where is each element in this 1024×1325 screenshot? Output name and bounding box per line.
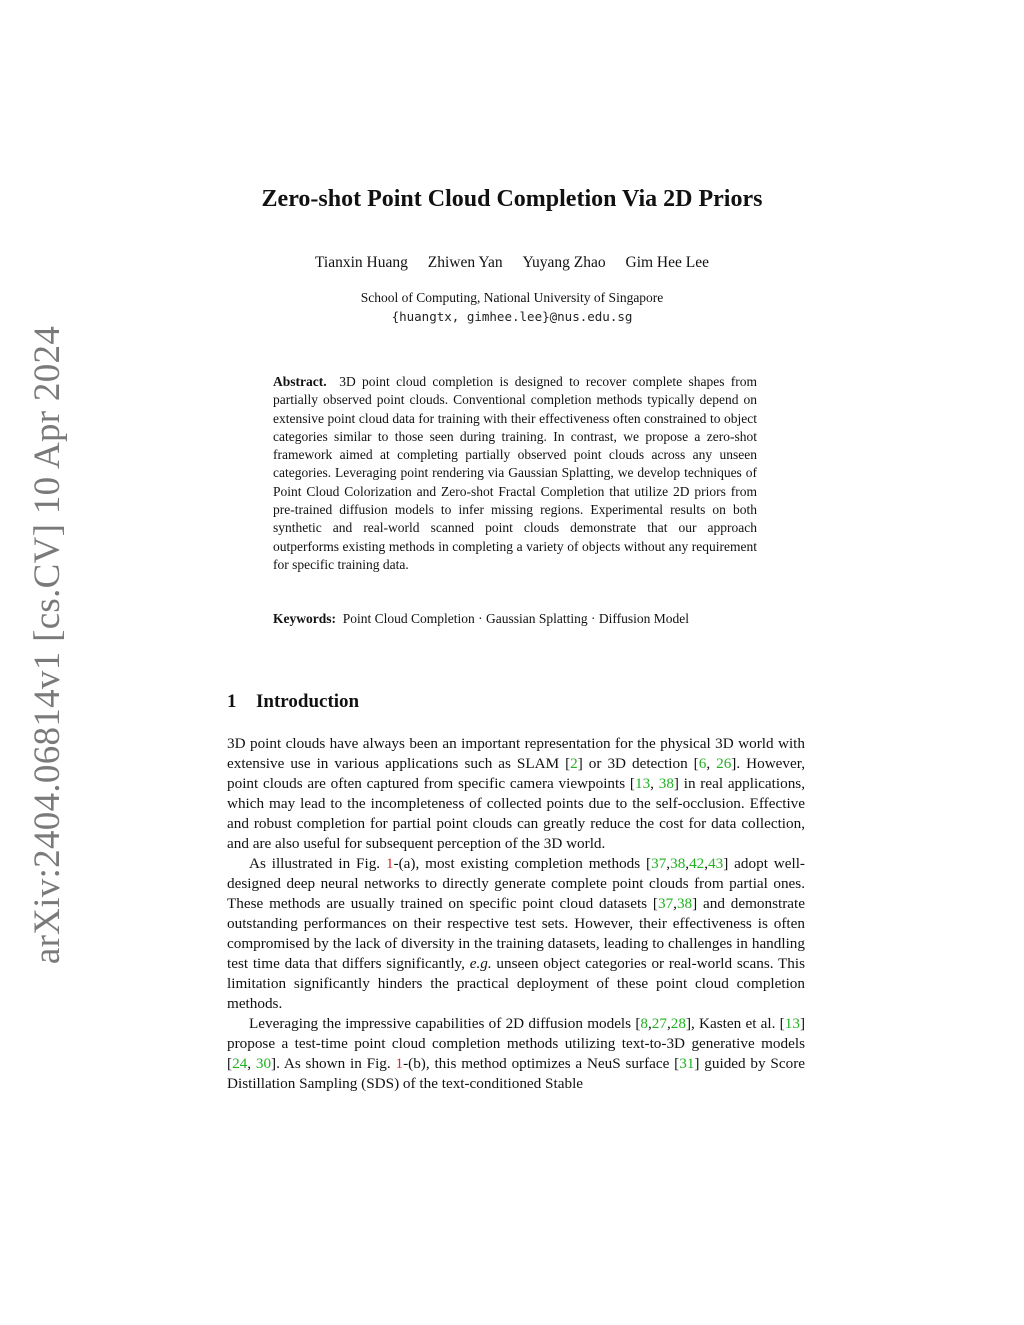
- figure-link[interactable]: 1: [395, 1055, 404, 1072]
- citation-link[interactable]: 13: [634, 775, 651, 792]
- text-run: unseen object categories or real-world scans. This limitation significantly hinders the practical deployment of these point cloud completion methods.: [227, 955, 805, 1012]
- citation-link[interactable]: 38: [670, 855, 686, 872]
- text-run: As illustrated in Fig.: [249, 855, 386, 872]
- keywords-text: Point Cloud Completion · Gaussian Splatting · Diffusion Model: [342, 611, 689, 626]
- citation-link[interactable]: 42: [689, 855, 705, 872]
- text-run: Leveraging the impressive capabilities of 2D diffusion models [: [249, 1015, 641, 1032]
- paragraph: 3D point clouds have always been an important representation for the physical 3D world with extensive use in various applications such as SLAM [2] or 3D detection [6, 26]. However, point clouds are often captured from specific camera viewpoints [13, 38] in real applications, which may lead to the incompleteness of collected points due to the self-occlusion. Effective and robust completion for partial point clouds can greatly reduce the cost for data collection, and are also useful for subsequent perception of the 3D world.: [227, 735, 805, 852]
- text-run: ] propose a test-time point cloud completion methods utilizing text-to-3D generative models [: [227, 1015, 805, 1072]
- text-run: ], Kasten et al. [: [685, 1015, 785, 1032]
- text-run: ] in real applications, which may lead to the incompleteness of collected points due to the self-occlusion. Effective and robust completion for partial point clouds can greatly reduce the cost for data collection, and are also useful for subsequent perception of the 3D world.: [227, 775, 805, 852]
- text-run: e.g.: [469, 955, 492, 972]
- paragraph: As illustrated in Fig. 1-(a), most existing completion methods [37,38,42,43] adopt well-designed deep neural networks to directly generate complete point clouds from partial ones. These methods are usually trained on specific point cloud datasets [37,38] and demonstrate outstanding performances on their respective test sets. However, their effectiveness is often compromised by the lack of diversity in the training datasets, leading to challenges in handling test time data that differs significantly, e.g. unseen object categories or real-world scans. This limitation significantly hinders the practical deployment of these point cloud completion methods.: [227, 855, 805, 1012]
- citation-link[interactable]: 26: [716, 755, 732, 772]
- citation-link[interactable]: 27: [651, 1015, 667, 1032]
- author-name: Zhiwen Yan: [427, 254, 503, 271]
- keywords-label: Keywords:: [273, 611, 336, 626]
- text-run: ] and demonstrate outstanding performances on their respective test sets. However, their effectiveness is often compromised by the lack of diversity in the training datasets, leading to challenges in handling test time data that differs significantly,: [227, 895, 805, 972]
- section-number: 1: [227, 691, 237, 712]
- text-run: ] or 3D detection [: [577, 755, 699, 772]
- text-run: 3D point clouds have always been an important representation for the physical 3D world with extensive use in various applications such as SLAM [: [227, 735, 805, 772]
- text-run: ] adopt well-designed deep neural networks to directly generate complete point clouds from partial ones. These methods are usually trained on specific point cloud datasets [: [227, 855, 805, 912]
- section-heading: [227, 691, 359, 713]
- author-name: Yuyang Zhao: [522, 254, 606, 271]
- citation-link[interactable]: 38: [658, 775, 674, 792]
- citation-link[interactable]: 6: [698, 755, 707, 772]
- author-name: Tianxin Huang: [315, 254, 408, 271]
- citation-link[interactable]: 2: [570, 755, 578, 772]
- section-title: Introduction: [256, 691, 360, 712]
- author-list: [0, 254, 1024, 272]
- figure-link[interactable]: 1: [385, 855, 394, 872]
- paragraph: Leveraging the impressive capabilities of 2D diffusion models [8,27,28], Kasten et al. [13] propose a test-time point cloud completion methods utilizing text-to-3D generative models [24, 30]. As shown in Fig. 1-(b), this method optimizes a NeuS surface [31] guided by Score Distillation Sampling (SDS) of the text-conditioned Stable: [227, 1015, 805, 1092]
- paper-title: Zero-shot Point Cloud Completion Via 2D Priors: [261, 186, 763, 212]
- body-text: [227, 734, 805, 1094]
- text-run: -(a), most existing completion methods [: [393, 855, 652, 872]
- text-run: ] guided by Score Distillation Sampling (SDS) of the text-conditioned Stable: [227, 1055, 805, 1092]
- citation-link[interactable]: 8: [640, 1015, 648, 1032]
- abstract: [273, 373, 757, 574]
- citation-link[interactable]: 13: [784, 1015, 800, 1032]
- affiliation: School of Computing, National University of Singapore: [360, 290, 664, 305]
- text-run: ]. However, point clouds are often captured from specific camera viewpoints [: [227, 755, 805, 792]
- citation-link[interactable]: 31: [679, 1055, 695, 1072]
- abstract-label: Abstract.: [273, 374, 327, 389]
- citation-link[interactable]: 30: [255, 1055, 272, 1072]
- arxiv-identifier: arXiv:2404.06814v1 [cs.CV] 10 Apr 2024: [27, 325, 68, 965]
- abstract-text: 3D point cloud completion is designed to recover complete shapes from partially observed point clouds. Conventional completion methods typically depend on extensive point cloud data for training with their effectiveness often constrained to object categories similar to those seen during training. In contrast, we propose a zero-shot framework aimed at completing partially observed point clouds across any unseen categories. Leveraging point rendering via Gaussian Splatting, we develop techniques of Point Cloud Colorization and Zero-shot Fractal Completion that utilize 2D priors from pre-trained diffusion models to infer missing regions. Experimental results on both synthetic and real-world scanned point clouds demonstrate that our approach outperforms existing methods in completing a variety of objects without any requirement for specific training data.: [273, 374, 758, 572]
- text-run: -(b), this method optimizes a NeuS surface [: [403, 1055, 680, 1072]
- citation-link[interactable]: 24: [232, 1055, 248, 1072]
- author-name: Gim Hee Lee: [625, 254, 709, 271]
- citation-link[interactable]: 28: [670, 1015, 686, 1032]
- text-run: ]. As shown in Fig.: [271, 1055, 396, 1072]
- author-email: {huangtx, gimhee.lee}@nus.edu.sg: [391, 309, 633, 324]
- citation-link[interactable]: 43: [708, 855, 724, 872]
- keywords: [273, 611, 757, 627]
- citation-link[interactable]: 38: [676, 895, 693, 912]
- citation-link[interactable]: 37: [651, 855, 667, 872]
- citation-link[interactable]: 37: [657, 895, 674, 912]
